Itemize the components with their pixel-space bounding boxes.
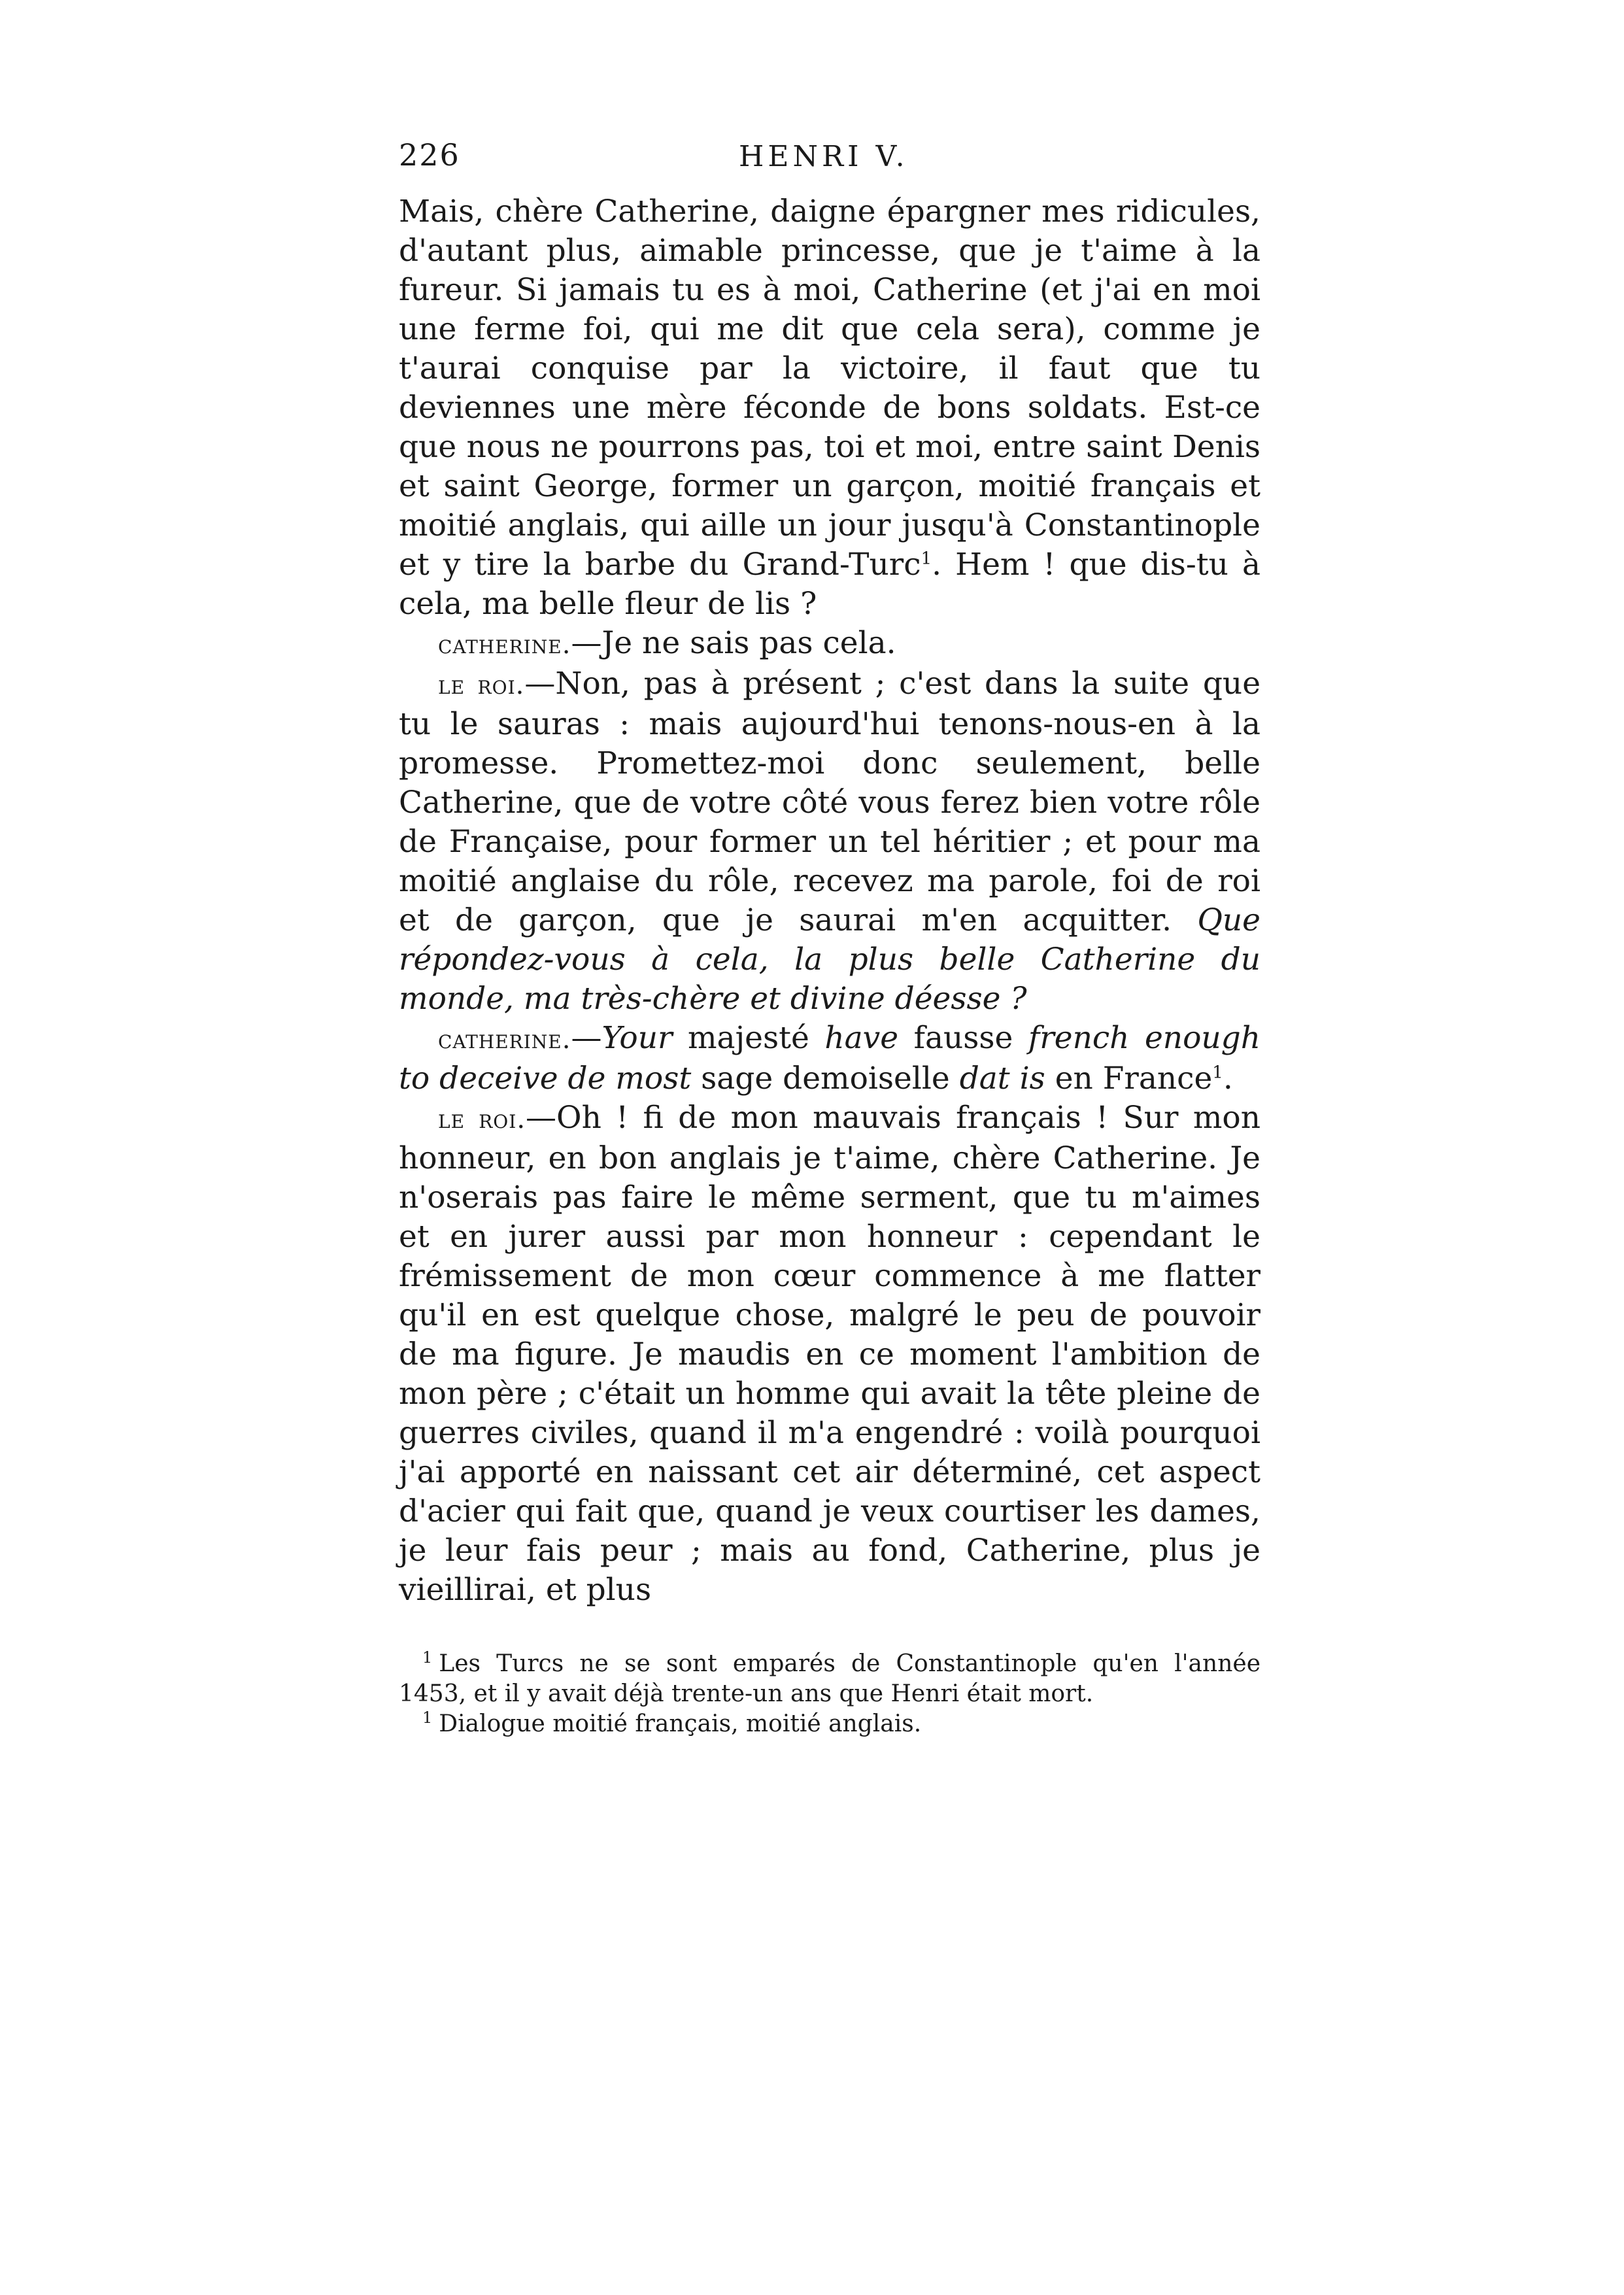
paragraph-text: Mais, chère Catherine, daigne épargner mes ridicules, d'autant plus, aimable princesse, que je t'aime à la fureur. Si jamais tu es à moi, Catherine (et j'ai en moi une ferme foi, qui me dit que cela sera), comme je t'aurai conquise par la victoire, il faut que tu deviennes une mère féconde de bons soldats. Est-ce que nous ne pourrons pas, toi et moi, entre saint Denis et saint George, former un garçon, moitié français et moitié anglais, qui aille un jour jusqu'à Constantinople et y tire la barbe du Grand-Turc [399, 194, 1260, 583]
dialogue-text: fausse [898, 1020, 1028, 1056]
dialogue-italic-text: french enough to deceive de most [399, 1020, 1260, 1096]
footnote-text: Les Turcs ne se sont emparés de Constantinople qu'en l'année 1453, et il y avait déjà trente-un ans que Henri était mort. [399, 1650, 1260, 1707]
footnote-mark: 1 [422, 1708, 433, 1727]
dialogue-text: . [1223, 1061, 1233, 1096]
footnote-mark: 1 [422, 1648, 433, 1667]
speaker-name: le roi. [438, 670, 525, 700]
dialogue-text: —Je ne sais pas cela. [571, 625, 896, 661]
footnote-text: Dialogue moitié français, moitié anglais. [439, 1710, 922, 1737]
dialogue-text: sage demoiselle [691, 1061, 960, 1096]
paragraph-king-long-speech [399, 1098, 1260, 1610]
running-title: HENRI V. [739, 140, 909, 173]
page-number: 226 [399, 137, 460, 173]
dialogue-italic-text: Que répondez-vous à cela, la plus belle Catherine du monde, ma très-chère et divine déesse ? [399, 902, 1260, 1017]
paragraph-catherine-reply [399, 624, 1260, 664]
paragraph-king-reply [399, 664, 1260, 1019]
book-page [399, 137, 1260, 1739]
speaker-name: catherine. [438, 1025, 571, 1055]
footnotes [399, 1649, 1260, 1739]
dialogue-text: —Oh ! fi de mon mauvais français ! Sur mon honneur, en bon anglais je t'aime, chère Catherine. Je n'oserais pas faire le même serment, que tu m'aimes et en jurer aussi par mon honneur : cependant le frémissement de mon cœur commence à me flatter qu'il en est quelque chose, malgré le peu de pouvoir de ma figure. Je maudis en ce moment l'ambition de mon père ; c'était un homme qui avait la tête pleine de guerres civiles, quand il m'a engendré : voilà pourquoi j'ai apporté en naissant cet air déterminé, cet aspect d'acier qui fait que, quand je veux courtiser les dames, je leur fais peur ; mais au fond, Catherine, plus je vieillirai, et plus [399, 1100, 1260, 1608]
dialogue-italic-text: have [824, 1020, 899, 1056]
paragraph-king-speech [399, 192, 1260, 624]
dialogue-text: —Non, pas à présent ; c'est dans la suite que tu le sauras : mais aujourd'hui tenons-nous-en à la promesse. Promettez-moi donc seulement, belle Catherine, que de votre côté vous ferez bien votre rôle de Française, pour former un tel héritier ; et pour ma moitié anglaise du rôle, recevez ma parole, foi de roi et de garçon, que je saurai m'en acquitter. [399, 666, 1261, 938]
dialogue-text: majesté [672, 1020, 825, 1056]
speaker-name: catherine. [438, 630, 571, 660]
dialogue-italic-text: dat is [959, 1061, 1045, 1096]
paragraph-text-end: . Hem ! que dis-tu à cela, ma belle fleur de lis ? [399, 547, 1261, 622]
footnote-reference: 1 [1212, 1062, 1223, 1083]
footnote [399, 1709, 1260, 1739]
dialogue-text: — [571, 1020, 602, 1056]
footnote [399, 1649, 1260, 1709]
paragraph-catherine-english [399, 1019, 1260, 1098]
dialogue-text: en France [1045, 1061, 1213, 1096]
dialogue-italic-text: Your [601, 1020, 673, 1056]
page-header [399, 137, 1260, 183]
body-text [399, 192, 1260, 1610]
speaker-name: le roi. [438, 1104, 526, 1134]
footnote-reference: 1 [921, 549, 932, 569]
